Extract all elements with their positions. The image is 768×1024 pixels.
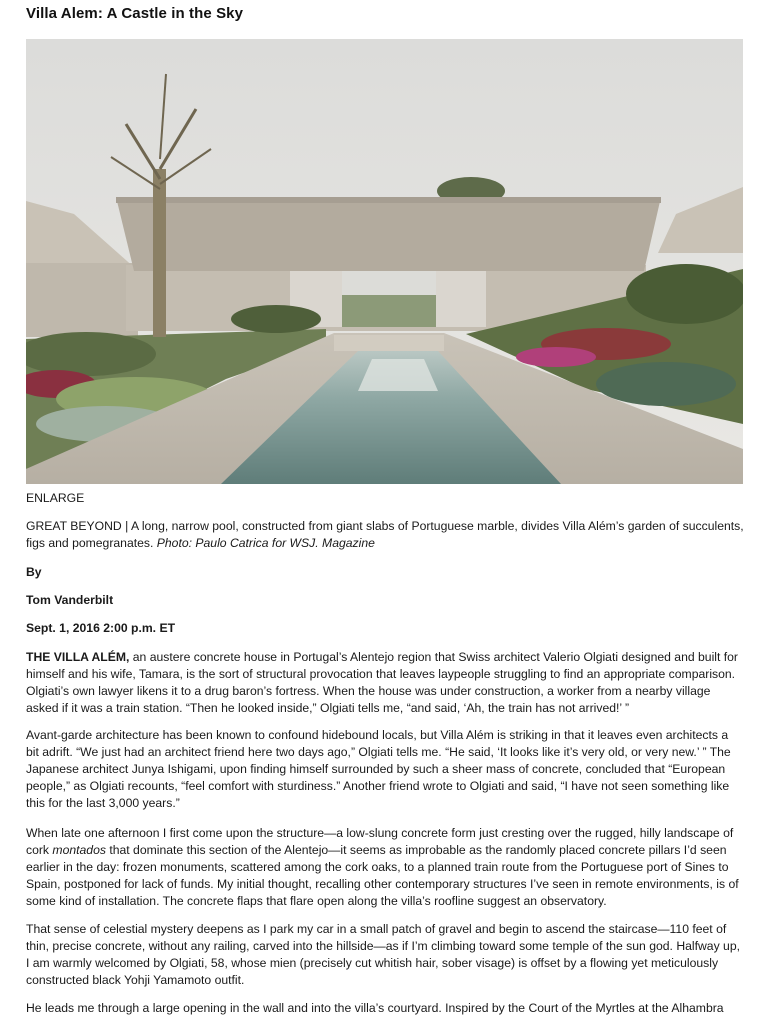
byline-label: By (26, 565, 42, 579)
paragraph-3-italic: montados (52, 843, 106, 857)
hero-photo[interactable] (26, 39, 743, 484)
lead-in: THE VILLA ALÉM, (26, 650, 130, 664)
publish-date: Sept. 1, 2016 2:00 p.m. ET (26, 621, 176, 635)
photo-caption (26, 518, 744, 552)
enlarge-link[interactable]: ENLARGE (26, 491, 85, 505)
article-paragraph-2: Avant-garde architecture has been known to confound hidebound locals, but Villa Além is striking in that it leaves even architects a bit adrift. “We just had an architect friend here two days ago,” Olgiati tells me. “He said, ‘It looks like it’s very old, or very new.’ ” The Japanese architect Junya Ishigami, upon finding himself surrounded by such a sheer mass of concrete, concluded that “European people,” as Olgiati recounts, “feel comfort with sturdiness.” Another friend wrote to Olgiati and said, “I have not seen something like this for the last 3,000 years.” (26, 728, 731, 810)
article-paragraph-4: That sense of celestial mystery deepens as I park my car in a small patch of gravel and begin to ascend the staircase—110 feet of thin, precise concrete, without any railing, carved into the hillside—as if I’m climbing toward some temple of the sun god. Halfway up, I am warmly welcomed by Olgiati, 58, whose mien (precisely cut whitish hair, sober visage) is offset by a flowing yet meticulously constructed black Yohji Yamamoto outfit. (26, 922, 740, 987)
article-paragraph-1 (26, 649, 744, 717)
paragraph-3-before: When late one afternoon I first come upon the structure—a low-slung concrete form just cresting over the rugged, hilly landscape of cork (26, 826, 734, 857)
paragraph-1-text: an austere concrete house in Portugal’s Alentejo region that Swiss architect Valerio Olgiati designed and built for himself and his wife, Tamara, is the sort of structural provocation that leaves laypeople struggling to find an appropriate comparison. Olgiati’s own lawyer likens it to a drug baron’s fortress. When the house was under construction, a worker from a nearby village asked if it was a train station. “Then he looked inside,” Olgiati tells me, “and said, ‘Ah, the train has not arrived!’ ” (26, 650, 738, 715)
paragraph-3-after: that dominate this section of the Alentejo—it seems as improbable as the randomly placed concrete pillars I’d seen earlier in the day: frozen monuments, scattered among the cork oaks, to a planned train route from the Portuguese port of Sines to Spain, postponed for lack of funds. My initial thought, recalling other contemporary structures I’ve seen in remote environments, is of some kind of installation. The concrete flaps that flare open along the villa’s roofline suggest an observatory. (26, 843, 739, 908)
photo-credit: Photo: Paulo Catrica for WSJ. Magazine (156, 536, 375, 550)
article-paragraph-5: He leads me through a large opening in the wall and into the villa’s courtyard. Inspired by the Court of the Myrtles at the Alhambra (26, 1001, 724, 1015)
article-paragraph-3 (26, 825, 744, 910)
caption-text: GREAT BEYOND | A long, narrow pool, constructed from giant slabs of Portuguese marble, divides Villa Além’s garden of succulents, figs and pomegranates. (26, 519, 744, 550)
author-link[interactable]: Tom Vanderbilt (26, 593, 114, 607)
article-title: Villa Alem: A Castle in the Sky (26, 5, 244, 22)
